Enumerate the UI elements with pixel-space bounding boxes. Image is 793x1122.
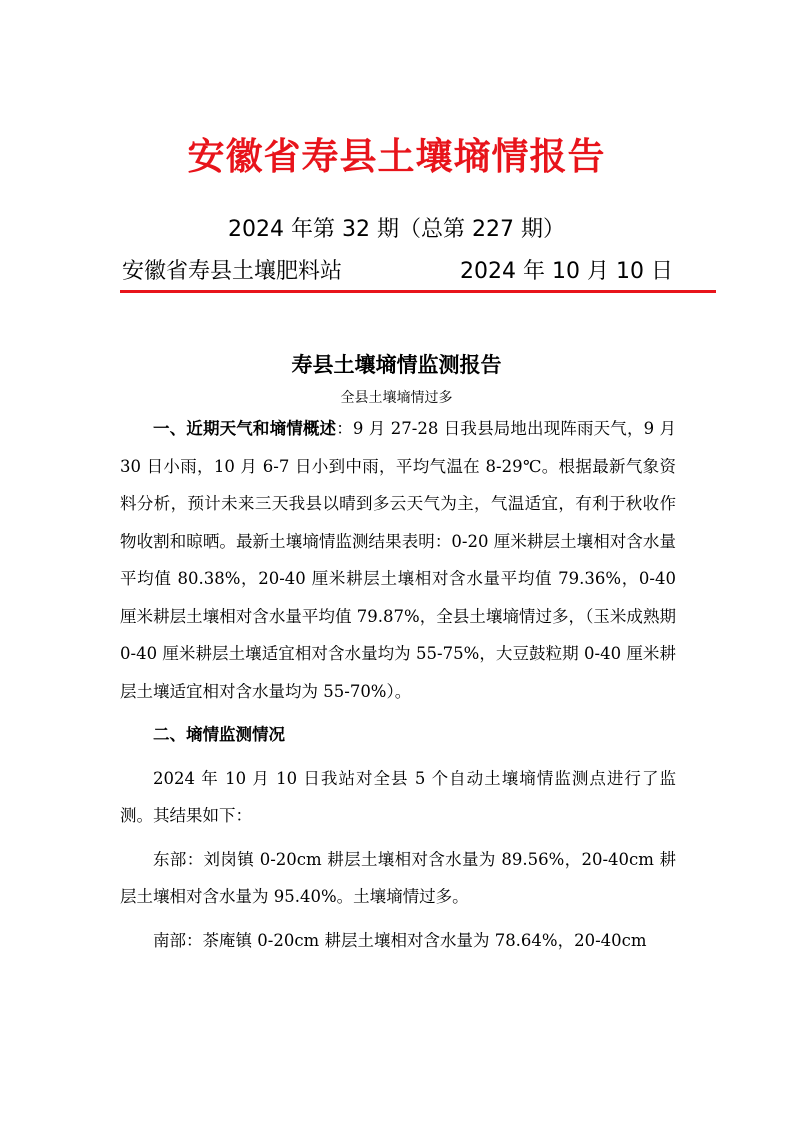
issue-date: 2024 年 10 月 10 日 xyxy=(460,259,673,284)
section2-east: 东部：刘岗镇 0-20cm 耕层土壤相对含水量为 89.56%，20-40cm 耕层土壤相对含水量为 95.40%。土壤墒情过多。 xyxy=(120,849,676,906)
red-divider xyxy=(120,290,716,293)
section2-intro: 2024 年 10 月 10 日我站对全县 5 个自动土壤墒情监测点进行了监测。其结果如下： xyxy=(120,768,676,825)
publisher: 安徽省寿县土壤肥料站 xyxy=(122,259,343,284)
report-subtitle: 全县土壤墒情过多 xyxy=(340,390,453,406)
section2-heading: 二、墒情监测情况 xyxy=(153,725,285,744)
report-body xyxy=(120,410,676,959)
section1-paragraph xyxy=(120,410,676,710)
section1-text: ：9 月 27-28 日我县局地出现阵雨天气，9 月 30 日小雨，10 月 6-7 日小到中雨，平均气温在 8-29℃。根据最新气象资料分析，预计未来三天我县以晴到多云天气为主，气温适宜，有利于秋收作物收割和晾晒。最新土壤墒情监测结果表明：0-20 厘米耕层土壤相对含水量平均值 80.38%，20-40 厘米耕层土壤相对含水量平均值 79.36%，0-40 厘米耕层土壤相对含水量平均值 79.87%，全县土壤墒情过多，（玉米成熟期 0-40 厘米耕层土壤适宜相对含水量均为 55-75%，大豆鼓粒期 0-40 厘米耕层土壤适宜相对含水量均为 55-70%）。 xyxy=(120,419,677,701)
section1-heading: 一、近期天气和墒情概述 xyxy=(153,419,337,438)
report-title: 寿县土壤墒情监测报告 xyxy=(291,352,502,377)
masthead-title: 安徽省寿县土壤墒情报告 xyxy=(187,135,606,178)
section2-south: 南部：茶庵镇 0-20cm 耕层土壤相对含水量为 78.64%，20-40cm xyxy=(153,930,647,950)
issue-line: 2024 年第 32 期（总第 227 期） xyxy=(228,217,565,242)
